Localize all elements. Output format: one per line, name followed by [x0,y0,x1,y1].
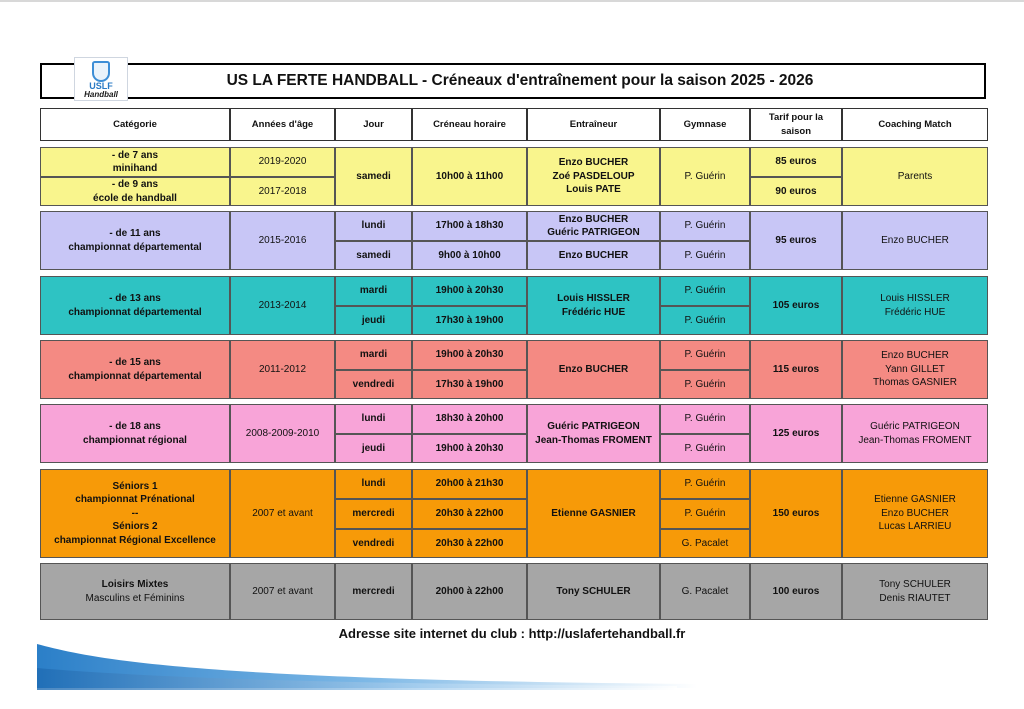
coach-cell: Guéric PATRIGEON Jean-Thomas FROMENT [527,404,660,463]
header-coaching: Coaching Match [842,108,988,141]
gym-cell: P. Guérin [660,340,750,370]
category-title: Loisirs Mixtes [101,579,169,590]
club-logo [74,57,128,101]
day-cell: mardi [335,340,412,370]
gym-cell: P. Guérin [660,211,750,241]
day-cell: jeudi [335,434,412,463]
time-slot-cell: 9h00 à 10h00 [412,241,527,270]
header-gymnase: Gymnase [660,108,750,141]
time-slot-cell: 20h00 à 22h00 [412,563,527,620]
header-categorie: Catégorie [40,108,230,141]
fee-cell: 125 euros [750,404,842,463]
header-entraineur: Entraîneur [527,108,660,141]
category-cell: - de 13 ans championnat départemental [40,276,230,335]
gym-cell: P. Guérin [660,404,750,434]
gym-cell: P. Guérin [660,306,750,335]
coach-cell: Enzo BUCHER Zoé PASDELOUP Louis PATE [527,147,660,206]
fee-cell: 115 euros [750,340,842,399]
gym-cell: G. Pacalet [660,563,750,620]
time-slot-cell: 18h30 à 20h00 [412,404,527,434]
day-cell: vendredi [335,370,412,399]
time-slot-cell: 19h00 à 20h30 [412,434,527,463]
time-slot-cell: 20h30 à 22h00 [412,499,527,529]
day-cell: vendredi [335,529,412,558]
category-cell: - de 11 ans championnat départemental [40,211,230,270]
gym-cell: P. Guérin [660,276,750,306]
handball-shield-icon [92,61,110,82]
header-tarif: Tarif pour la saison [750,108,842,141]
gym-cell: P. Guérin [660,147,750,206]
day-cell: mercredi [335,563,412,620]
fee-cell: 105 euros [750,276,842,335]
header-jour: Jour [335,108,412,141]
time-slot-cell: 17h30 à 19h00 [412,370,527,399]
day-cell: samedi [335,147,412,206]
day-cell: lundi [335,211,412,241]
category-cell [40,563,230,620]
years-cell: 2007 et avant [230,469,335,558]
years-cell: 2011-2012 [230,340,335,399]
day-cell: lundi [335,404,412,434]
header-annees: Années d'âge [230,108,335,141]
category-cell: - de 7 ans minihand [40,147,230,177]
years-cell: 2015-2016 [230,211,335,270]
coach-cell: Enzo BUCHER [527,241,660,270]
logo-text-1: USLF [89,81,113,91]
gym-cell: P. Guérin [660,499,750,529]
years-cell: 2007 et avant [230,563,335,620]
match-coaching-cell: Guéric PATRIGEON Jean-Thomas FROMENT [842,404,988,463]
match-coaching-cell: Enzo BUCHER [842,211,988,270]
gym-cell: P. Guérin [660,370,750,399]
time-slot-cell: 17h00 à 18h30 [412,211,527,241]
day-cell: lundi [335,469,412,499]
coach-cell: Louis HISSLER Frédéric HUE [527,276,660,335]
coach-cell: Etienne GASNIER [527,469,660,558]
fee-cell: 100 euros [750,563,842,620]
years-cell: 2013-2014 [230,276,335,335]
fee-cell: 85 euros [750,147,842,177]
gym-cell: P. Guérin [660,434,750,463]
fee-cell: 150 euros [750,469,842,558]
coach-cell: Tony SCHULER [527,563,660,620]
gym-cell: P. Guérin [660,241,750,270]
match-coaching-cell: Enzo BUCHER Yann GILLET Thomas GASNIER [842,340,988,399]
time-slot-cell: 19h00 à 20h30 [412,340,527,370]
coach-cell: Enzo BUCHER Guéric PATRIGEON [527,211,660,241]
years-cell: 2008-2009-2010 [230,404,335,463]
time-slot-cell: 19h00 à 20h30 [412,276,527,306]
years-cell: 2019-2020 [230,147,335,177]
gym-cell: P. Guérin [660,469,750,499]
time-slot-cell: 10h00 à 11h00 [412,147,527,206]
fee-cell: 95 euros [750,211,842,270]
page-title: US LA FERTE HANDBALL - Créneaux d'entraînement pour la saison 2025 - 2026 [226,72,814,89]
match-coaching-cell: Tony SCHULER Denis RIAUTET [842,563,988,620]
category-cell: - de 9 ans école de handball [40,177,230,206]
day-cell: mercredi [335,499,412,529]
gym-cell: G. Pacalet [660,529,750,558]
match-coaching-cell: Louis HISSLER Frédéric HUE [842,276,988,335]
fee-cell: 90 euros [750,177,842,206]
match-coaching-cell: Parents [842,147,988,206]
decorative-swoosh [37,640,697,692]
day-cell: jeudi [335,306,412,335]
category-cell: - de 15 ans championnat départemental [40,340,230,399]
coach-cell: Enzo BUCHER [527,340,660,399]
category-subtitle: Masculins et Féminins [85,592,185,604]
category-cell: Séniors 1 championnat Prénational -- Séniors 2 championnat Régional Excellence [40,469,230,558]
club-website: Adresse site internet du club : http://uslafertehandball.fr [338,626,686,641]
years-cell: 2017-2018 [230,177,335,206]
header-creneau: Créneau horaire [412,108,527,141]
time-slot-cell: 20h30 à 22h00 [412,529,527,558]
match-coaching-cell: Etienne GASNIER Enzo BUCHER Lucas LARRIEU [842,469,988,558]
time-slot-cell: 17h30 à 19h00 [412,306,527,335]
category-cell: - de 18 ans championnat régional [40,404,230,463]
day-cell: samedi [335,241,412,270]
day-cell: mardi [335,276,412,306]
logo-text-2: Handball [84,90,118,99]
time-slot-cell: 20h00 à 21h30 [412,469,527,499]
top-divider [0,0,1024,2]
